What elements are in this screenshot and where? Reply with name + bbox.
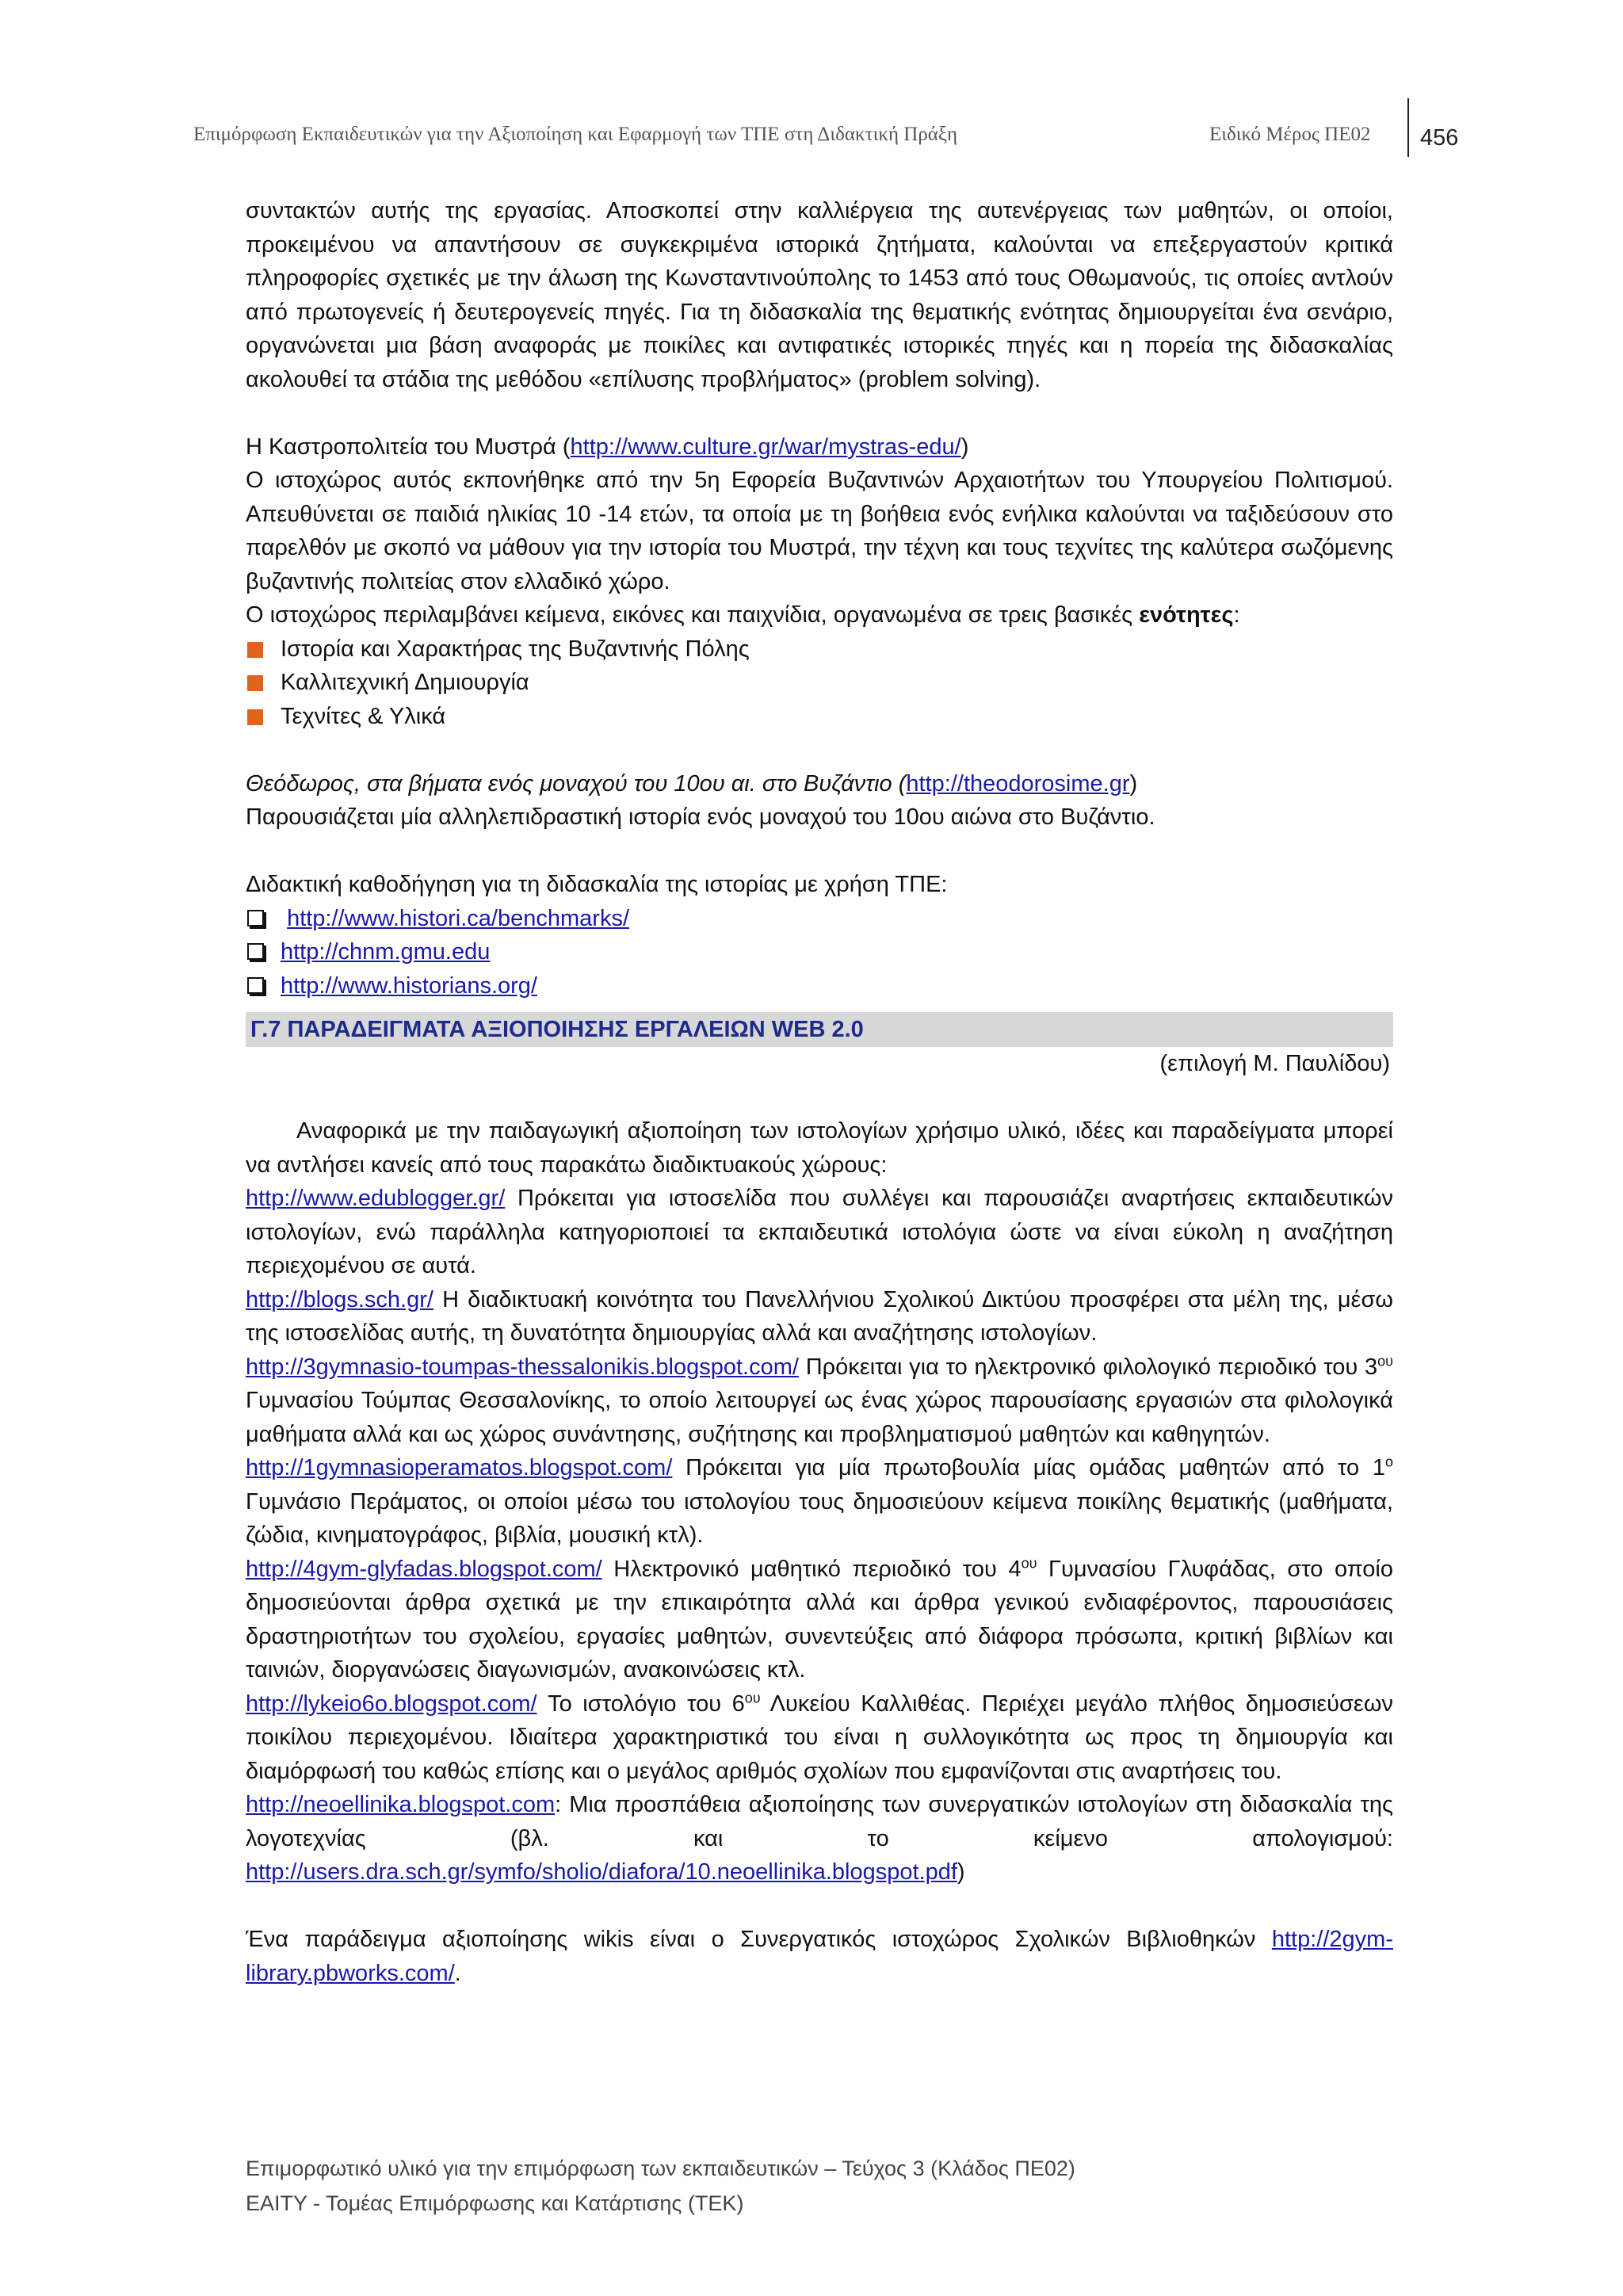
blog-link[interactable]: http://4gym-glyfadas.blogspot.com/ — [246, 1556, 602, 1582]
list-item: Ιστορία και Χαρακτήρας της Βυζαντινής Πόλης — [246, 632, 1393, 667]
header-divider — [1407, 98, 1409, 157]
wiki-paragraph: Ένα παράδειγμα αξιοποίησης wikis είναι ο Συνεργατικός ιστοχώρος Σχολικών Βιβλιοθηκών http://2gym-library.pbworks.com/. — [246, 1927, 1393, 1986]
checkbox-bullet-icon — [247, 977, 264, 994]
blog-entry: http://4gym-glyfadas.blogspot.com/ Ηλεκτρονικό μαθητικό περιοδικό του $4^{o\upsilon}$ Γυμνασίου Γλυφάδας, στο οποίο δημοσιεύονται άρθρα σχετικά με την επικαιρότητα αλλά και άρθρα γενικού ενδιαφέροντος, παρουσιάσεις δραστηριοτήτων του σχολείου, εργασίες μαθητών, συνεντεύξεις από διάφορα πρόσωπα, κριτική βιβλίων και ταινιών, διοργανώσεις διαγωνισμών, ανακοινώσεις κτλ. — [246, 1554, 1393, 1683]
mystras-units-intro: Ο ιστοχώρος περιλαμβάνει κείμενα, εικόνες και παιχνίδια, οργανωμένα σε τρεις βασικές ενότητες: — [246, 602, 1240, 628]
running-header-section: Ειδικό Μέρος ΠΕ02 — [1209, 124, 1371, 145]
blog-link[interactable]: http://neoellinika.blogspot.com — [246, 1792, 556, 1817]
blog-entry: http://neoellinika.blogspot.com: Μια προσπάθεια αξιοποίησης των συνεργατικών ιστολογίων στη διδασκαλία της λογοτεχνίας (βλ. και το κείμενο απολογισμού: http://users.dra.sch.gr/symfo/sholio/diafora/10.neoellinika.blogspot.pdf) — [246, 1792, 1393, 1885]
guidance-links-list — [246, 902, 1393, 1003]
blog-entry: http://blogs.sch.gr/ Η διαδικτυακή κοινότητα του Πανελλήνιου Σχολικού Δικτύου προσφέρει στα μέλη της, μέσω της ιστοσελίδας αυτής, τη δυνατότητα δημιουργίας αλλά και αναζήτησης ιστολογίων. — [246, 1286, 1393, 1346]
wiki-link[interactable]: http://2gym-library.pbworks.com/ — [246, 1927, 1393, 1986]
square-bullet-icon — [247, 642, 263, 658]
blog-link[interactable]: http://1gymnasioperamatos.blogspot.com/ — [246, 1455, 673, 1480]
theodoros-link[interactable]: http://theodorosime.gr — [906, 770, 1130, 797]
list-item — [246, 935, 1393, 969]
list-item — [246, 902, 1393, 936]
guidance-link[interactable]: http://www.histori.ca/benchmarks/ — [287, 905, 630, 931]
checkbox-bullet-icon — [247, 910, 264, 926]
blog-entry: http://www.edublogger.gr/ Πρόκειται για ιστοσελίδα που συλλέγει και παρουσιάζει αναρτήσεις εκπαιδευτικών ιστολογίων, ενώ παράλληλα κατηγοριοποιεί τα εκπαιδευτικά ιστολόγια ώστε να είναι εύκολη η αναζήτηση περιεχομένου σε αυτά. — [246, 1186, 1393, 1278]
list-item — [246, 969, 1393, 1003]
blogs-intro: Αναφορικά με την παιδαγωγική αξιοποίηση των ιστολογίων χρήσιμο υλικό, ιδέες και παραδείγματα μπορεί να αντλήσει κανείς από τους παρακάτω διαδικτυακούς χώρους: — [246, 1118, 1393, 1178]
intro-paragraph: συντακτών αυτής της εργασίας. Αποσκοπεί στην καλλιέργεια της αυτενέργειας των μαθητών, οι οποίοι, προκειμένου να απαντήσουν σε συγκεκριμένα ιστορικά ζητήματα, καλούνται να επεξεργαστούν κριτικά πληροφορίες σχετικές με την άλωση της Κωνσταντινούπολης το 1453 από τους Οθωμανούς, τις οποίες αντλούν από πρωτογενείς ή δευτερογενείς πηγές. Για τη διδασκαλία της θεματικής ενότητας δημιουργείται ένα σενάριο, οργανώνεται μια βάση αναφοράς με ποικίλες και αντιφατικές ιστορικές πηγές και η πορεία της διδασκαλίας ακολουθεί τα στάδια της μεθόδου «επίλυσης προβλήματος» (problem solving). — [246, 198, 1393, 392]
page-footer — [246, 2151, 1075, 2221]
blog-report-link[interactable]: http://users.dra.sch.gr/symfo/sholio/diafora/10.neoellinika.blogspot.pdf — [246, 1859, 957, 1885]
blog-link[interactable]: http://blogs.sch.gr/ — [246, 1286, 433, 1312]
theodoros-title: Θεόδωρος, στα βήματα ενός μοναχού του 10ου αι. στο Βυζάντιο (http://theodorosime.gr) — [246, 770, 1138, 797]
footer-line: ΕΑΙΤΥ - Τομέας Επιμόρφωσης και Κατάρτισης (ΤΕΚ) — [246, 2191, 744, 2215]
page-content — [246, 194, 1393, 1990]
mystras-description: Ο ιστοχώρος αυτός εκπονήθηκε από την 5η Εφορεία Βυζαντινών Αρχαιοτήτων του Υπουργείου Πολιτισμού. Απευθύνεται σε παιδιά ηλικίας 10 -14 ετών, τα οποία με τη βοήθεια ενός ενήλικα καλούνται να ταξιδεύσουν στο παρελθόν με σκοπό να μάθουν για την ιστορία του Μυστρά, την τέχνη και τους τεχνίτες της καλύτερα σωζόμενης βυζαντινής πολιτείας στον ελλαδικό χώρο. — [246, 468, 1393, 594]
square-bullet-icon — [247, 709, 263, 725]
blog-entry: http://1gymnasioperamatos.blogspot.com/ Πρόκειται για μία πρωτοβουλία μίας ομάδας μαθητών από το $1^o$ Γυμνάσιο Περάματος, οι οποίοι μέσω του ιστολογίου τους δημοσιεύουν κείμενα ποικίλης θεματικής (μαθήματα, ζώδια, κινηματογράφος, βιβλία, μουσική κτλ). — [246, 1454, 1393, 1548]
section-attribution: (επιλογή Μ. Παυλίδου) — [1159, 1051, 1390, 1076]
blog-entry: http://lykeio6o.blogspot.com/ Το ιστολόγιο του $6^{o\upsilon}$ Λυκείου Καλλιθέας. Περιέχει μεγάλο πλήθος δημοσιεύσεων ποικίλου περιεχομένου. Ιδιαίτερα χαρακτηριστικά του είναι η συλλογικότητα ως προς τη δημιουργία και διαμόρφωσή του καθώς επίσης και ο μεγάλος αριθμός σχολίων που εμφανίζονται στις αναρτήσεις του. — [246, 1689, 1393, 1784]
section-heading: Γ.7 ΠΑΡΑΔΕΙΓΜΑΤΑ ΑΞΙΟΠΟΙΗΣΗΣ ΕΡΓΑΛΕΙΩΝ WEB 2.0 — [246, 1012, 1393, 1047]
mystras-link[interactable]: http://www.culture.gr/war/mystras-edu/ — [570, 434, 961, 460]
list-item: Καλλιτεχνική Δημιουργία — [246, 666, 1393, 700]
guidance-title: Διδακτική καθοδήγηση για τη διδασκαλία της ιστορίας με χρήση ΤΠΕ: — [246, 872, 948, 897]
mystras-units-list — [246, 632, 1393, 734]
checkbox-bullet-icon — [247, 943, 264, 960]
list-item: Τεχνίτες & Υλικά — [246, 700, 1393, 734]
guidance-link[interactable]: http://www.historians.org/ — [281, 972, 537, 999]
footer-line: Επιμορφωτικό υλικό για την επιμόρφωση των εκπαιδευτικών – Τεύχος 3 (Κλάδος ΠΕ02) — [246, 2157, 1075, 2180]
square-bullet-icon — [247, 675, 263, 691]
blog-link[interactable]: http://www.edublogger.gr/ — [246, 1186, 506, 1211]
mystras-title: Η Καστροπολιτεία του Μυστρά (http://www.culture.gr/war/mystras-edu/) — [246, 434, 969, 460]
blog-link[interactable]: http://lykeio6o.blogspot.com/ — [246, 1690, 537, 1717]
guidance-link[interactable]: http://chnm.gmu.edu — [281, 939, 491, 965]
running-header-title: Επιμόρφωση Εκπαιδευτικών για την Αξιοποίηση και Εφαρμογή των ΤΠΕ στη Διδακτική Πράξη — [193, 124, 958, 145]
blog-link[interactable]: http://3gymnasio-toumpas-thessalonikis.blogspot.com/ — [246, 1354, 799, 1380]
theodoros-description: Παρουσιάζεται μία αλληλεπιδραστική ιστορία ενός μοναχού του 10ου αιώνα στο Βυζάντιο. — [246, 804, 1155, 830]
page-number: 456 — [1420, 125, 1459, 151]
blog-entry: http://3gymnasio-toumpas-thessalonikis.blogspot.com/ Πρόκειται για το ηλεκτρονικό φιλολογικό περιοδικό του $3^{o\upsilon}$ Γυμνασίου Τούμπας Θεσσαλονίκης, το οποίο λειτουργεί ως ένας χώρος παρουσίασης εργασιών στα φιλολογικά μαθήματα αλλά και ως χώρος συνάντησης, συζήτησης και προβληματισμού μαθητών και καθηγητών. — [246, 1352, 1393, 1447]
